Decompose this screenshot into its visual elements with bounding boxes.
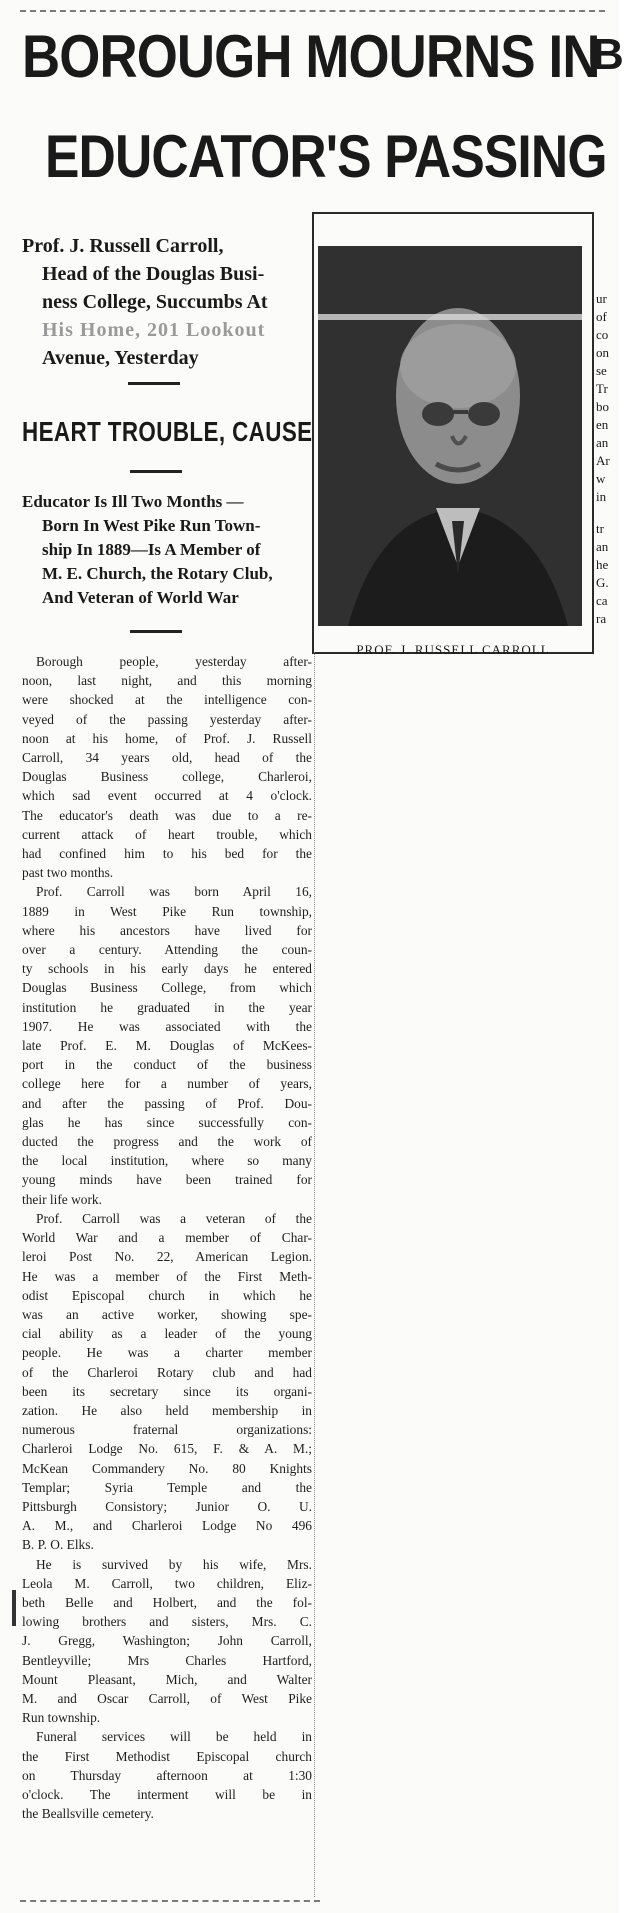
body-line: Bentleyville; Mrs Charles Hartford,	[22, 1652, 312, 1668]
body-line: the Beallsville cemetery.	[22, 1806, 154, 1822]
body-line: o'clock. The interment will be in	[22, 1786, 312, 1802]
headline-line-2: EDUCATOR'S PASSING	[45, 123, 607, 190]
body-line: 1907. He was associated with the	[22, 1018, 312, 1034]
body-line: Templar; Syria Temple and the	[22, 1479, 312, 1495]
body-line: odist Episcopal church in which he	[22, 1287, 312, 1303]
body-line: J. Gregg, Washington; John Carroll,	[22, 1633, 312, 1649]
divider-rule	[130, 470, 182, 473]
strip-line: an	[596, 435, 609, 450]
deck1-line: Prof. J. Russell Carroll,	[22, 235, 224, 257]
body-line: Douglas Business College, from which	[22, 980, 312, 996]
body-line: Mount Pleasant, Mich, and Walter	[22, 1671, 312, 1687]
deck3-line: Born In West Pike Run Town-	[42, 516, 261, 535]
article-body	[22, 652, 312, 1823]
body-line: noon at his home, of Prof. J. Russell	[22, 730, 312, 746]
body-line: port in the conduct of the business	[22, 1057, 312, 1073]
body-line: college here for a number of years,	[22, 1076, 312, 1092]
body-line: Run township.	[22, 1710, 101, 1726]
body-line: on Thursday afternoon at 1:30	[22, 1767, 312, 1783]
strip-line: of	[596, 309, 607, 324]
divider-rule	[128, 382, 180, 385]
strip-line: w	[596, 471, 606, 486]
strip-line: he	[596, 557, 609, 572]
body-line: Prof. Carroll was born April 16,	[36, 884, 312, 900]
body-line: Borough people, yesterday after-	[36, 654, 312, 669]
body-line: current attack of heart trouble, which	[22, 826, 312, 842]
body-line: Douglas Business college, Charleroi,	[22, 769, 312, 785]
adjacent-column-fragment	[596, 290, 619, 628]
body-line: were shocked at the intelligence con-	[22, 692, 312, 708]
body-line: Funeral services will be held in	[36, 1729, 312, 1745]
strip-line: tr	[596, 521, 604, 536]
strip-gap	[596, 506, 619, 520]
body-line: Prof. Carroll was a veteran of the	[36, 1210, 312, 1226]
body-line: had confined him to his bed for the	[22, 846, 312, 862]
deck3-line: And Veteran of World War	[42, 588, 239, 607]
strip-line: se	[596, 363, 607, 378]
deck1-line: Head of the Douglas Busi-	[42, 263, 265, 285]
subhead-deck-2: HEART TROUBLE, CAUSE	[22, 416, 313, 447]
bottom-dashed-rule	[20, 1900, 320, 1902]
body-line: McKean Commandery No. 80 Knights	[22, 1460, 312, 1476]
strip-line: en	[596, 417, 609, 432]
body-line: Pittsburgh Consistory; Junior O. U.	[22, 1498, 312, 1514]
deck3-line: ship In 1889—Is A Member of	[42, 540, 261, 559]
body-line: of the Charleroi Rotary club and had	[22, 1364, 312, 1380]
body-line: the First Methodist Episcopal church	[22, 1748, 312, 1764]
body-line: The educator's death was due to a re-	[22, 807, 312, 823]
strip-line: G.	[596, 575, 609, 590]
body-line: people. He was a charter member	[22, 1345, 312, 1361]
margin-mark	[12, 1590, 16, 1626]
body-line: M. and Oscar Carroll, of West Pike	[22, 1690, 312, 1706]
body-line: Leola M. Carroll, two children, Eliz-	[22, 1575, 312, 1591]
body-line: Charleroi Lodge No. 615, F. & A. M.;	[22, 1441, 312, 1457]
body-line: was an active worker, showing spe-	[22, 1306, 312, 1322]
body-line: ty schools in his early days he entered	[22, 961, 312, 977]
body-line: lowing brothers and sisters, Mrs. C.	[22, 1614, 312, 1630]
body-line: where his ancestors have lived for	[22, 922, 312, 938]
strip-line: ur	[596, 291, 607, 306]
strip-line: Tr	[596, 381, 608, 396]
subhead-deck-3	[22, 490, 314, 610]
strip-line: on	[596, 345, 609, 360]
deck3-line: Educator Is Ill Two Months —	[22, 492, 244, 511]
portrait-illustration	[318, 246, 582, 626]
body-line: young minds have been trained for	[22, 1172, 312, 1188]
body-line: He is survived by his wife, Mrs.	[36, 1556, 312, 1572]
deck3-line: M. E. Church, the Rotary Club,	[42, 564, 273, 583]
body-line: A. M., and Charleroi Lodge No 496	[22, 1518, 312, 1534]
body-line: the local institution, where so many	[22, 1153, 312, 1169]
body-line: been its secretary since its organi-	[22, 1383, 312, 1399]
strip-line: Ar	[596, 453, 610, 468]
body-line: institution he graduated in the year	[22, 999, 312, 1015]
strip-line: ca	[596, 593, 608, 608]
body-line: Carroll, 34 years old, head of the	[22, 750, 312, 766]
body-line: cial ability as a leader of the young	[22, 1326, 312, 1342]
body-line: which sad event occurred at 4 o'clock.	[22, 788, 312, 804]
body-line: leroi Post No. 22, American Legion.	[22, 1249, 312, 1265]
top-dashed-rule	[20, 10, 605, 12]
body-line: late Prof. E. M. Douglas of McKees-	[22, 1038, 312, 1054]
body-line: past two months.	[22, 865, 114, 881]
divider-rule	[130, 630, 182, 633]
body-line: their life work.	[22, 1191, 102, 1207]
body-line: B. P. O. Elks.	[22, 1537, 94, 1553]
portrait-photo	[318, 246, 582, 626]
body-line: noon, last night, and this morning	[22, 673, 312, 689]
body-line: veyed of the passing yesterday after-	[22, 711, 312, 727]
subhead-deck-1	[22, 232, 304, 372]
deck1-line: ness College, Succumbs At	[42, 291, 268, 313]
body-line: World War and a member of Char-	[22, 1230, 312, 1246]
strip-line: bo	[596, 399, 609, 414]
headline-line-1: BOROUGH MOURNS IN	[22, 23, 600, 90]
body-line: zation. He also held membership in	[22, 1402, 312, 1418]
deck1-line: Avenue, Yesterday	[42, 347, 199, 369]
body-line: He was a member of the First Meth-	[22, 1268, 312, 1284]
photo-caption: PROF. J. RUSSELL CARROLL	[356, 642, 550, 657]
strip-line: co	[596, 327, 609, 342]
body-line: glas he has since successfully con-	[22, 1114, 312, 1130]
body-line: numerous fraternal organizations:	[22, 1422, 312, 1438]
column-divider	[314, 652, 315, 1897]
strip-line: in	[596, 489, 607, 504]
body-line: ducted the progress and the work of	[22, 1134, 312, 1150]
adjacent-column-headline-fragment: B	[592, 30, 624, 79]
deck1-line-smudged: His Home, 201 Lookout	[42, 319, 266, 341]
body-line: and after the passing of Prof. Dou-	[22, 1095, 312, 1111]
body-line: over a century. Attending the coun-	[22, 942, 312, 958]
strip-line: ra	[596, 611, 607, 626]
strip-line: an	[596, 539, 609, 554]
body-line: 1889 in West Pike Run township,	[22, 903, 312, 919]
body-line: beth Belle and Holbert, and the fol-	[22, 1594, 312, 1610]
